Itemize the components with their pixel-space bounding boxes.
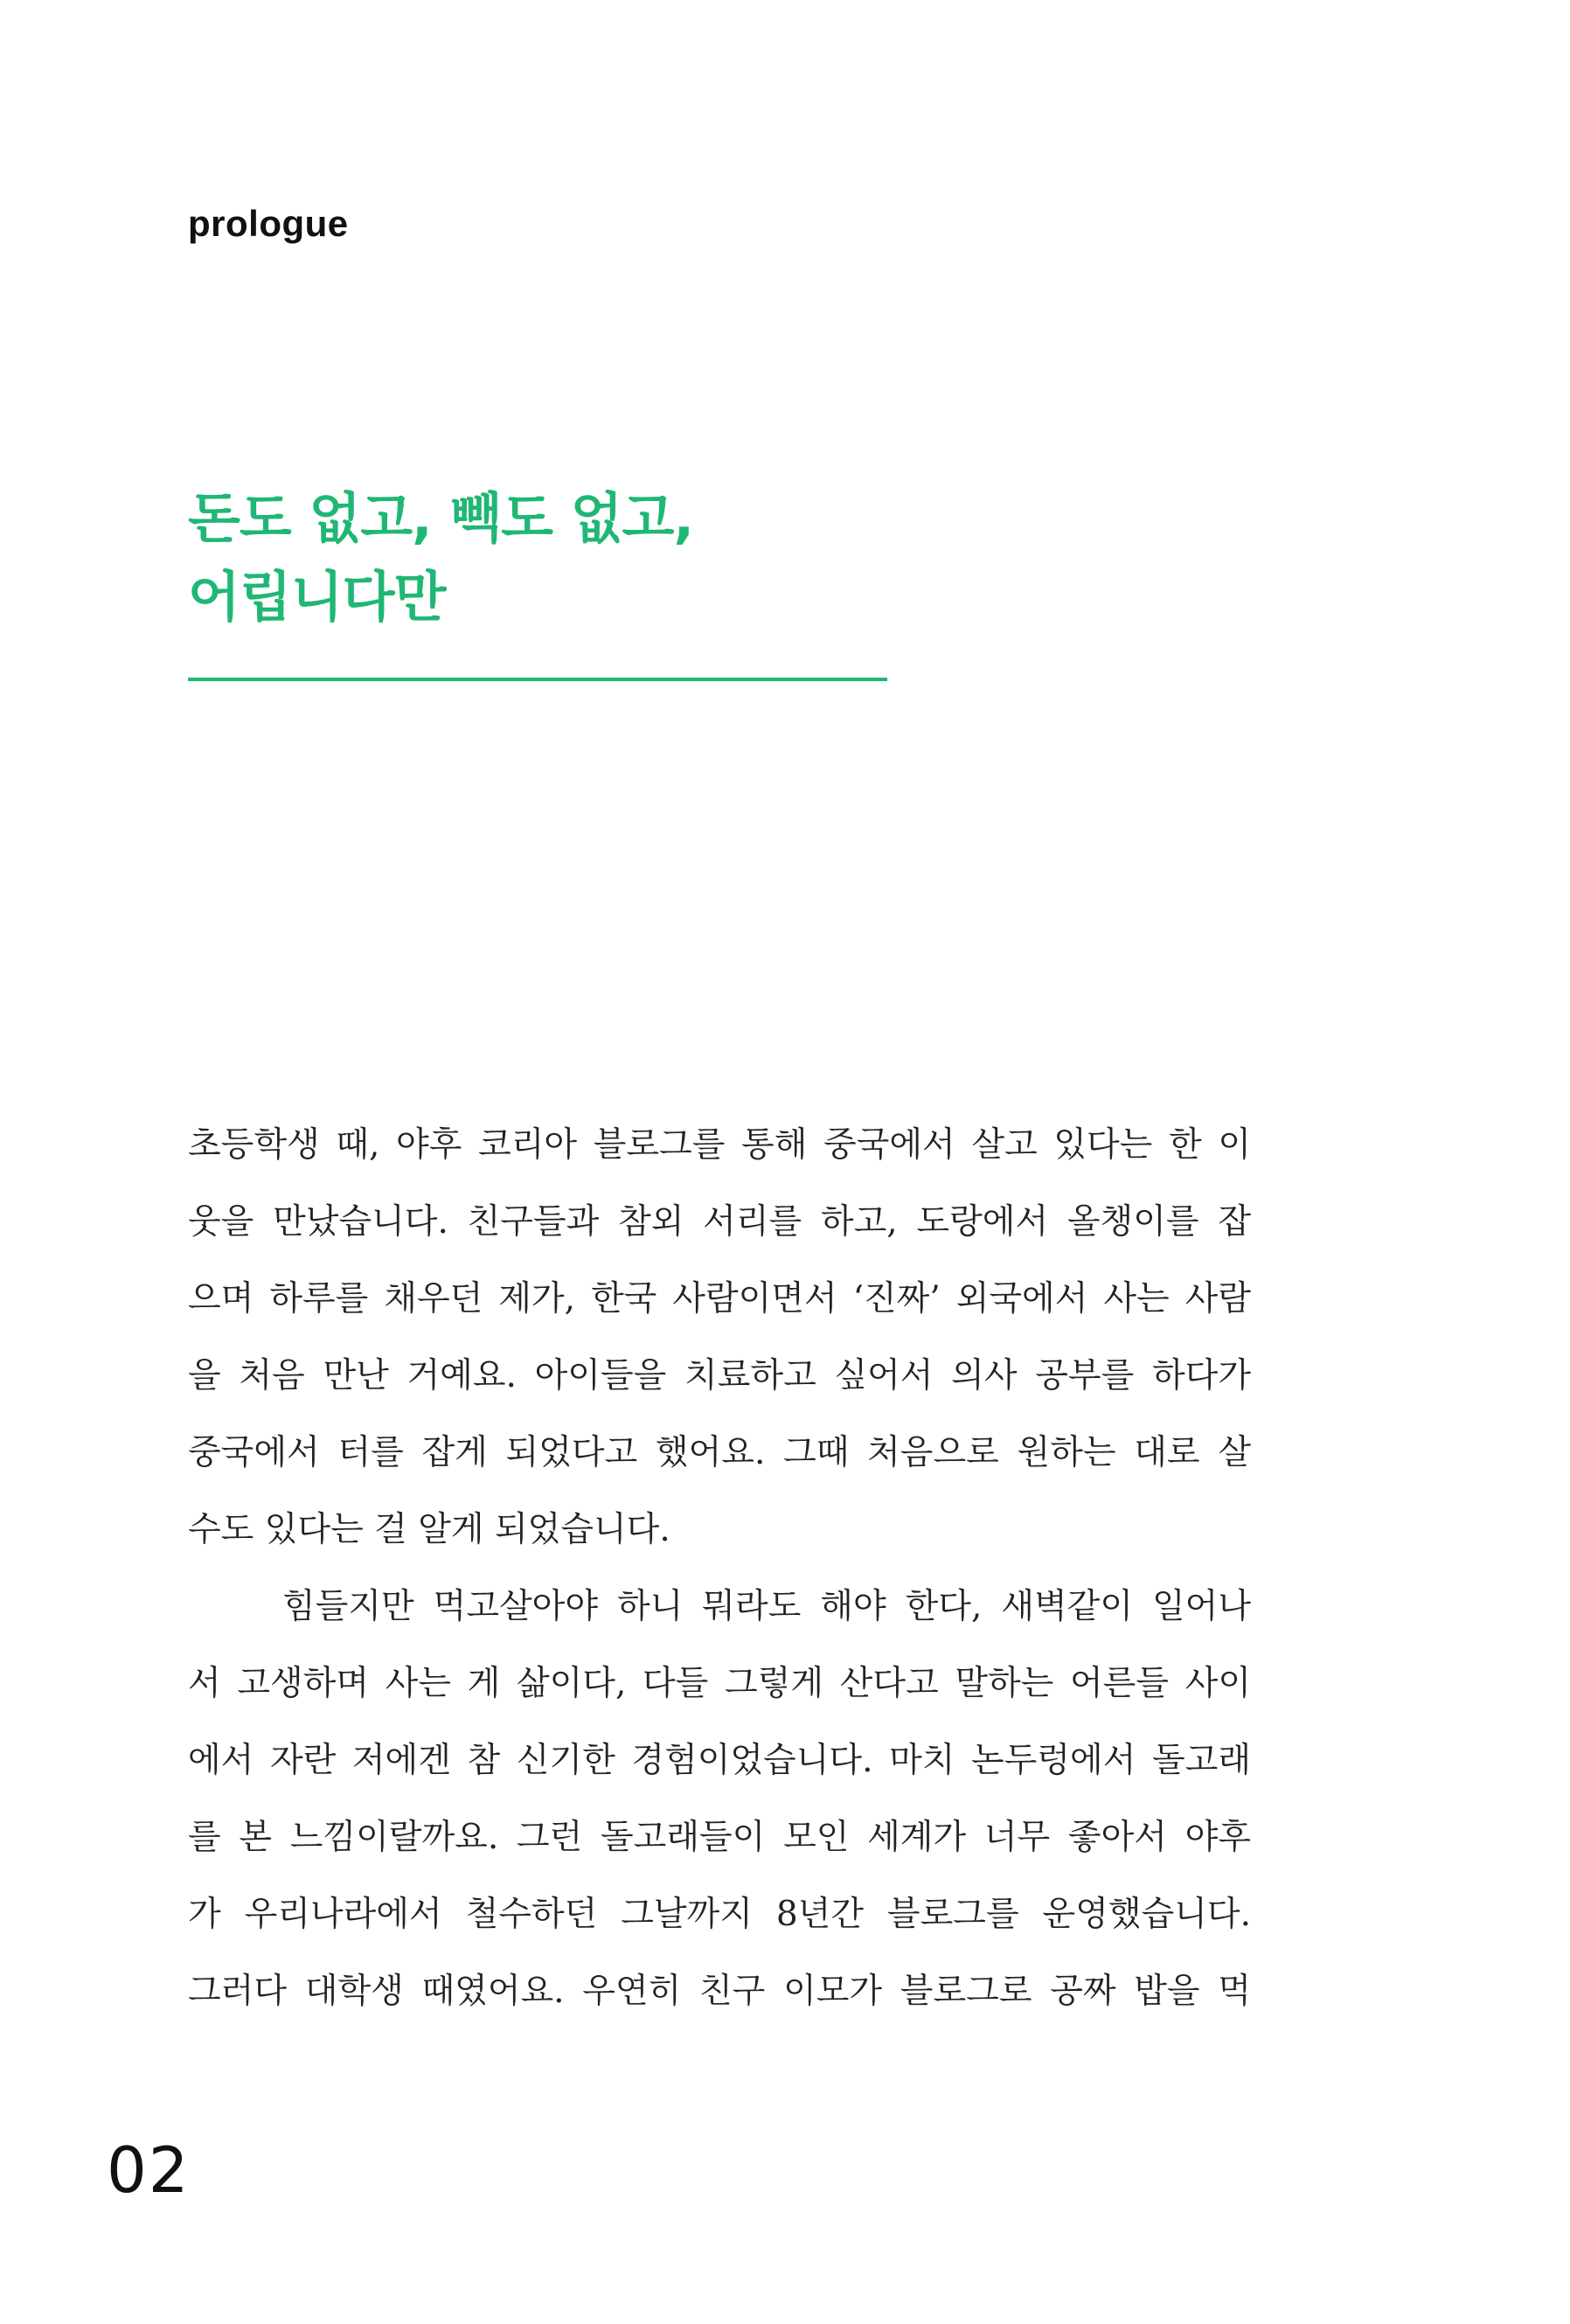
body-line: 으며 하루를 채우던 제가, 한국 사람이면서 ‘진짜’ 외국에서 사는 사람	[188, 1279, 1251, 1319]
section-label: prologue	[188, 203, 349, 244]
body-line: 웃을 만났습니다. 친구들과 참외 서리를 하고, 도랑에서 올챙이를 잡	[188, 1202, 1251, 1242]
body-text	[188, 1107, 1251, 2030]
body-line: 를 본 느낌이랄까요. 그런 돌고래들이 모인 세계가 너무 좋아서 야후	[188, 1818, 1251, 1857]
body-line: 가 우리나라에서 철수하던 그날까지 8년간 블로그를 운영했습니다.	[188, 1895, 1251, 1934]
body-line: 힘들지만 먹고살아야 하니 뭐라도 해야 한다, 새벽같이 일어나	[282, 1587, 1251, 1626]
title-underline	[188, 678, 887, 681]
chapter-title	[188, 479, 693, 637]
body-line: 초등학생 때, 야후 코리아 블로그를 통해 중국에서 살고 있다는 한 이	[188, 1125, 1251, 1165]
chapter-title-line-2: 어립니다만	[188, 565, 446, 629]
body-line: 그러다 대학생 때였어요. 우연히 친구 이모가 블로그로 공짜 밥을 먹	[188, 1972, 1251, 2011]
body-line: 중국에서 터를 잡게 되었다고 했어요. 그때 처음으로 원하는 대로 살	[188, 1433, 1251, 1472]
body-line: 수도 있다는 걸 알게 되었습니다.	[188, 1510, 670, 1549]
body-line: 을 처음 만난 거예요. 아이들을 치료하고 싶어서 의사 공부를 하다가	[188, 1356, 1251, 1395]
body-line: 에서 자란 저에겐 참 신기한 경험이었습니다. 마치 논두렁에서 돌고래	[188, 1741, 1251, 1780]
body-line: 서 고생하며 사는 게 삶이다, 다들 그렇게 산다고 말하는 어른들 사이	[188, 1664, 1251, 1703]
chapter-title-line-1: 돈도 없고, 빽도 없고,	[188, 486, 693, 550]
page-number: 02	[107, 2133, 191, 2207]
